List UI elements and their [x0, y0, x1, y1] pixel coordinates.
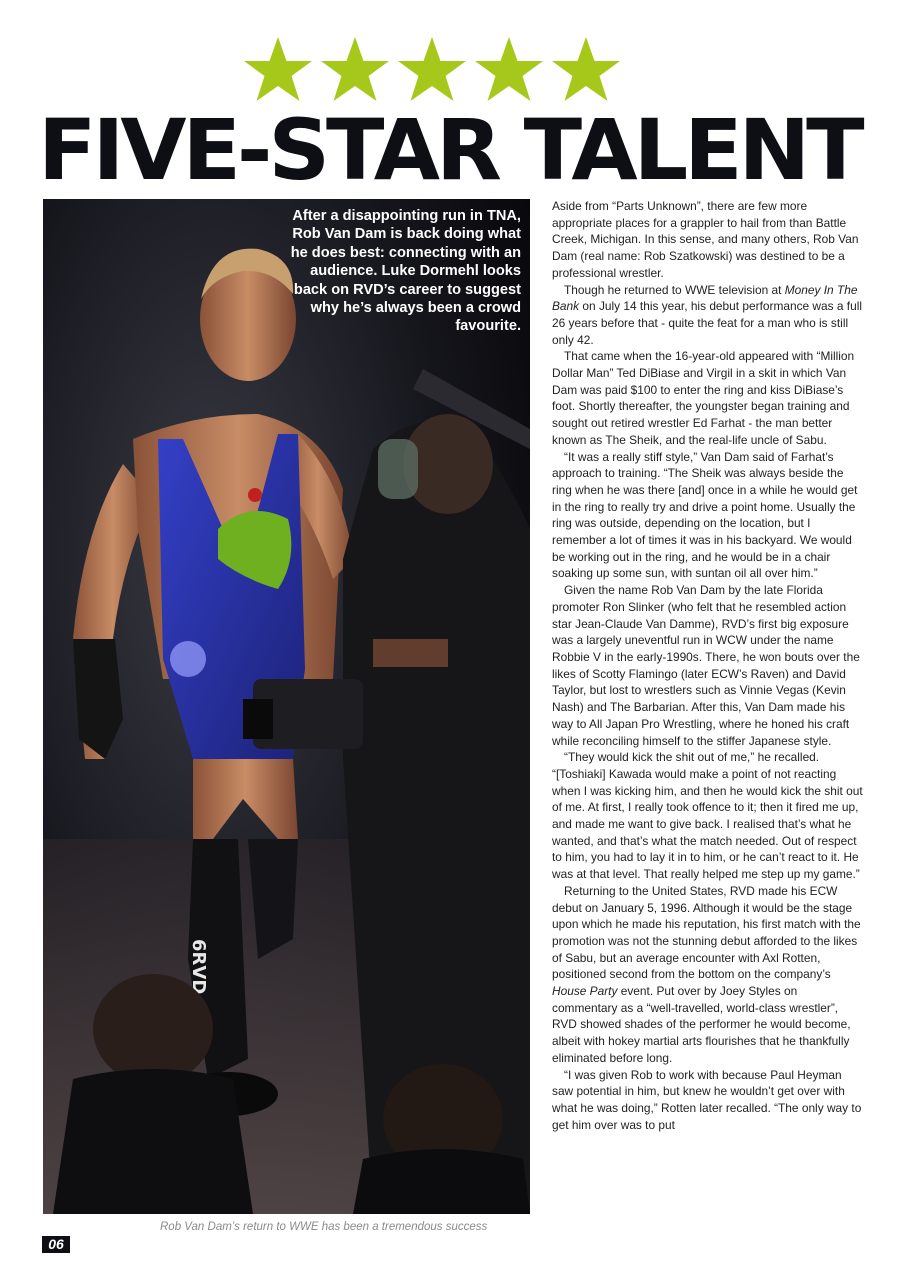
paragraph-text: Returning to the United States, RVD made his ECW debut on January 5, 1996. Although it would be the stage upon which he made his reputation, his first match with the promotion was not the stunning debut afforded to the likes of Sabu, but an average encounter with Axl Rotten, positioned second from the bottom on the company’s — [552, 883, 861, 982]
article-paragraph: That came when the 16-year-old appeared with “Million Dollar Man” Ted DiBiase and Virgil in a skit in which Van Dam was paid $100 to enter the ring and kiss DiBiase’s foot. Shortly thereafter, the youngster began training and sought out retired wrestler Ed Farhat - the man better known as The Sheik, and the real-life uncle of Sabu. — [552, 349, 855, 447]
article-paragraph — [552, 282, 864, 349]
paragraph-text: Though he returned to WWE television at — [564, 282, 782, 297]
wrestler-photo — [43, 199, 530, 1214]
paragraph-text: event. Put over by Joey Styles on commentary as a “well-travelled, world-class wrestler”, RVD showed shades of the performer he would become, albeit with hokey martial arts flourishes that he thankfully eliminated before long. — [552, 984, 851, 1065]
page-title: FIVE-STAR TALENT — [38, 101, 861, 199]
star-icon — [321, 37, 389, 101]
photo-caption: Rob Van Dam’s return to WWE has been a tremendous success — [160, 1221, 488, 1233]
article-paragraph — [552, 883, 864, 1067]
page-number: 06 — [42, 1236, 70, 1253]
article-paragraph: Given the name Rob Van Dam by the late Florida promoter Ron Slinker (who felt that he resembled action star Jean-Claude Van Damme), RVD’s first big exposure was a largely uneventful run in WCW under the name Robbie V in the early-1990s. There, he won bouts over the likes of Scotty Flamingo (later ECW’s Raven) and David Taylor, but lost to wrestlers such as Vinnie Vegas (Kevin Nash) and The Barbarian. After this, Van Dam made his way to All Japan Pro Wrestling, where he honed his craft while reconciling himself to the stiffer Japanese style. — [552, 583, 860, 748]
event-name: Money In The Bank — [552, 282, 858, 314]
paragraph-text: on July 14 this year, his debut performance was a full 26 years before that - quite the feat for a man who is still only 42. — [552, 299, 863, 347]
article-standfirst — [286, 207, 521, 336]
event-name: House Party — [552, 984, 618, 999]
article-paragraph: “It was a really stiff style,” Van Dam said of Farhat’s approach to training. “The Sheik was always beside the ring when he was there [and] once in a while he would get in the ring to really try and drive a point home. Usually the ring was outside, depending on the location, but I remember a lot of times it was in his backyard. We would be working out in the ring, and he would be in a chair soaking up some sun, with suntan oil all over him.” — [552, 449, 858, 581]
five-star-rating — [240, 36, 630, 108]
photo-illustration — [43, 199, 530, 1214]
article-body — [552, 198, 864, 1133]
standfirst-lead: After a disappointing run in TNA, Rob Van Dam is back doing what he does best: connecting with an audience. — [290, 208, 521, 280]
star-icon — [552, 37, 620, 101]
star-icon — [244, 37, 312, 101]
author-name: Luke Dormehl — [381, 263, 479, 280]
trunks-lettering: 6RVD — [188, 939, 209, 995]
article-paragraph: “They would kick the shit out of me,” he recalled. “[Toshiaki] Kawada would make a point of not reacting when I was kicking him, and then he would kick the shit out of me. At first, I really took offence to it; then it fired me up, and made me want to give back. I realised that’s what he wanted, and that’s what the match needed. Out of respect to him, you had to lay it in to him, or he can’t react to it. He was at that level. That really helped me step up my game.” — [552, 750, 863, 882]
star-icon — [398, 37, 466, 101]
standfirst-tail: looks back on RVD’s career to suggest why he’s always been a crowd favourite. — [293, 263, 521, 335]
article-paragraph: Aside from “Parts Unknown”, there are few more appropriate places for a grappler to hail from than Battle Creek, Michigan. In this sense, and many others, Rob Van Dam (real name: Rob Szatkowski) was destined to be a professional wrestler. — [552, 199, 859, 280]
star-icon — [475, 37, 543, 101]
article-paragraph: “I was given Rob to work with because Paul Heyman saw potential in him, but knew he wouldn’t get over with what he was doing,” Rotten later recalled. “The only way to get him over was to put — [552, 1067, 862, 1132]
